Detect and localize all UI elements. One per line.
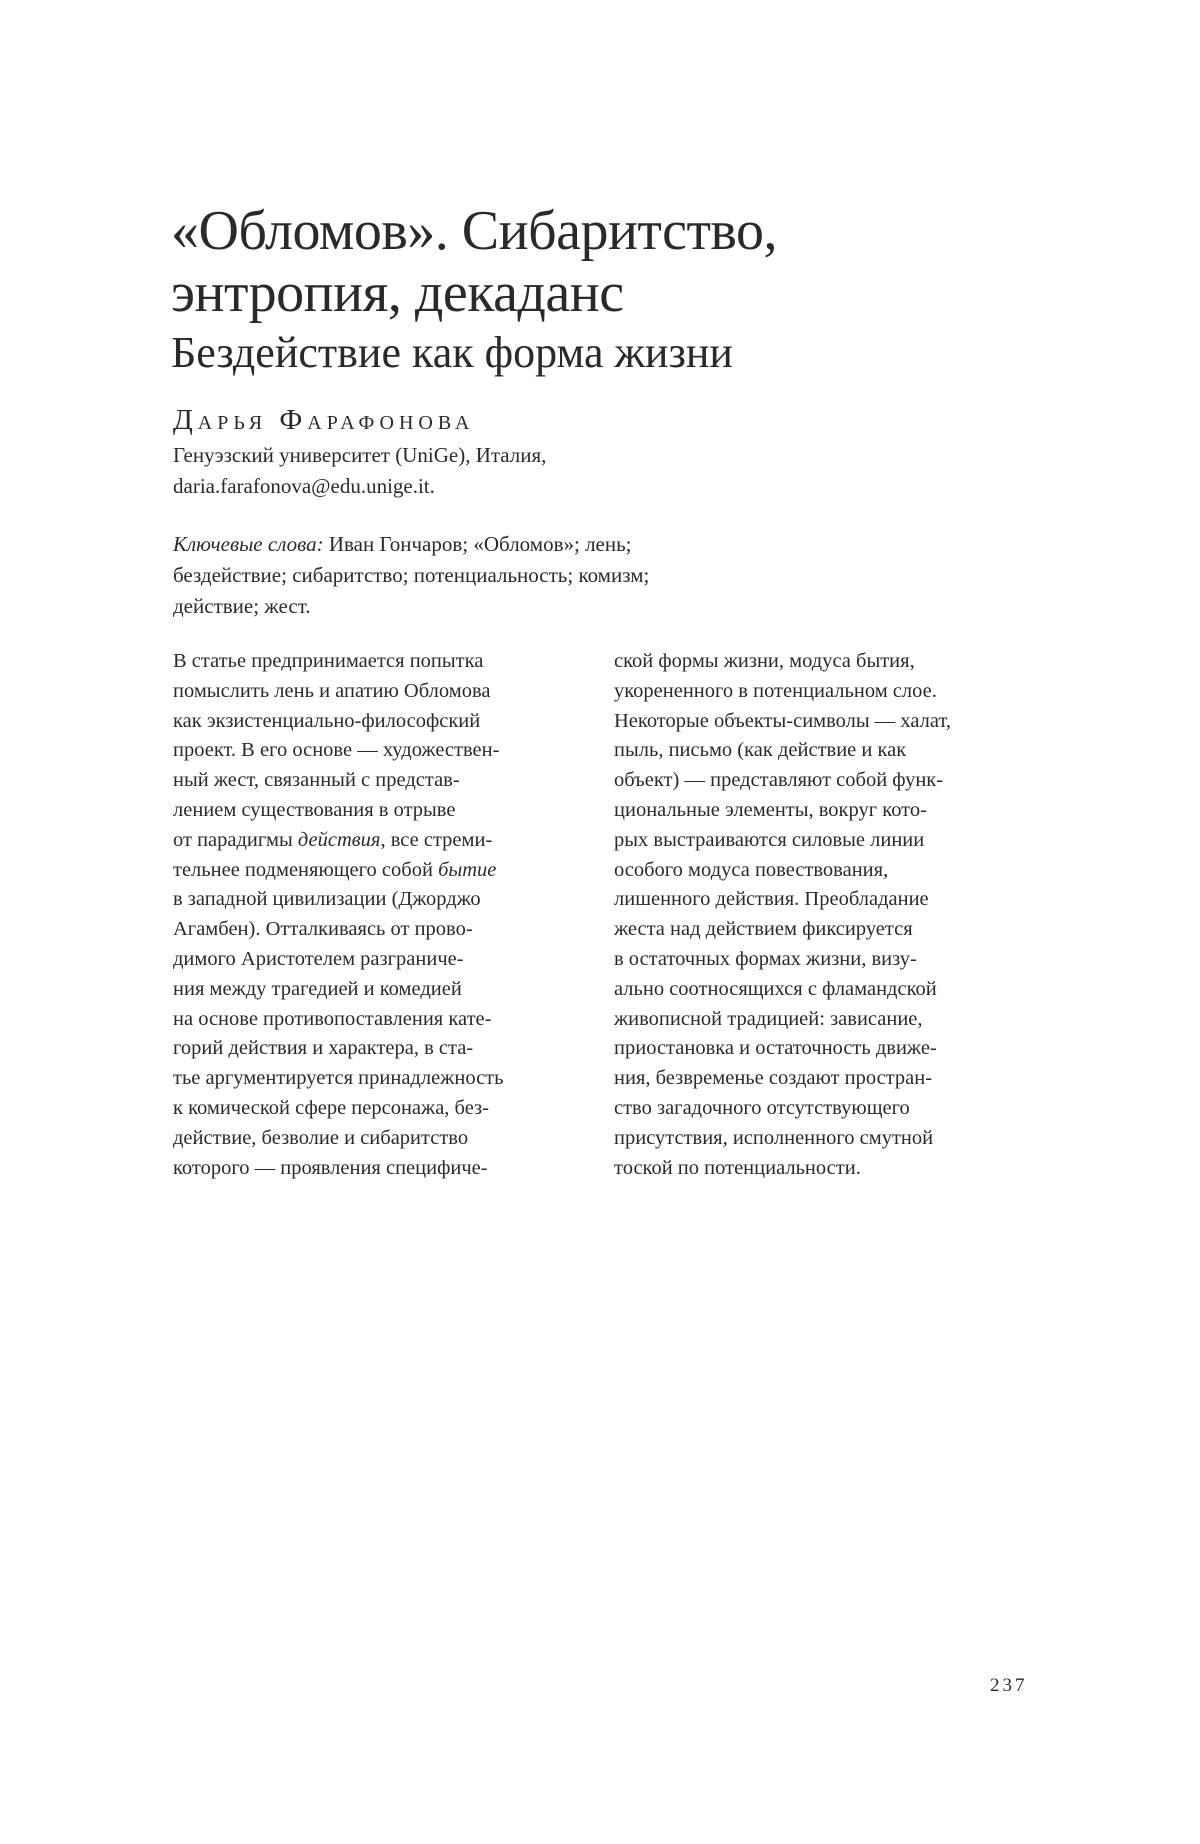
abstract-line: лишенного действия. Преобладание [614,888,929,911]
abstract-emphasis: действия [297,828,381,851]
abstract-column-right [614,647,1034,1183]
abstract-line: Агамбен). Отталкиваясь от прово- [173,918,473,941]
title-line-2: энтропия, декаданс [171,262,624,324]
abstract-line: проект. В его основе — художествен- [173,739,500,762]
abstract-line: пыль, письмо (как действие и как [614,739,907,762]
abstract-line: рых выстраиваются силовые линии [614,828,925,851]
author-name: Дарья Фарафонова [173,404,475,436]
abstract-line [173,826,593,856]
abstract-line: ния между трагедией и комедией [173,977,462,1000]
article-title [171,200,1071,382]
author-email: daria.farafonova@edu.unige.it. [173,474,435,498]
abstract-line: как экзистенциально-философский [173,709,481,732]
abstract-emphasis: бытие [438,858,497,881]
abstract-line: в остаточных формах жизни, визу- [614,947,917,970]
abstract-line: димого Аристотелем разграниче- [173,947,464,970]
author-affiliation-block [173,440,546,502]
abstract-column-left [173,647,593,1183]
title-line-1: «Обломов». Сибаритство, [171,200,777,262]
abstract-line: горий действия и характера, в ста- [173,1037,474,1060]
keywords-line-3: действие; жест. [173,594,311,618]
abstract-line: циональные элементы, вокруг кото- [614,798,927,821]
abstract-line: жеста над действием фиксируется [614,918,913,941]
abstract-line: в западной цивилизации (Джорджо [173,888,481,911]
abstract-line: живописной традицией: зависание, [614,1007,923,1030]
abstract-line: ально соотносящихся с фламандской [614,977,937,1000]
abstract-line: действие, безволие и сибаритство [173,1126,469,1149]
abstract-line: тье аргументируется принадлежность [173,1067,504,1090]
keywords-block [173,529,793,622]
abstract-line: Некоторые объекты-символы — халат, [614,709,952,732]
abstract-line: приостановка и остаточность движе- [614,1037,937,1060]
abstract-line: ный жест, связанный с представ- [173,769,460,792]
abstract-line: присутствия, исполненного смутной [614,1126,934,1149]
abstract-line: к комической сфере персонажа, без- [173,1096,489,1119]
keywords-line-2: бездействие; сибаритство; потенциальность; комизм; [173,563,650,587]
abstract-line: особого модуса повествования, [614,858,889,881]
keywords-text-1: Иван Гончаров; «Обломов»; лень; [323,532,632,556]
abstract-line: ской формы жизни, модуса бытия, [614,650,915,672]
author-affiliation: Генуэзский университет (UniGe), Италия, [173,443,547,467]
abstract-line [173,856,593,886]
abstract-line: В статье предпринимается попытка [173,650,484,672]
abstract-line: которого — проявления специфиче- [173,1156,488,1179]
abstract-text: , все стреми- [380,828,493,851]
abstract-line: помыслить лень и апатию Обломова [173,679,491,702]
abstract-line: ство загадочного отсутствующего [614,1096,910,1119]
abstract-line: укорененного в потенциальном слое. [614,679,937,702]
keywords-line-1 [173,529,793,560]
abstract-line: объект) — представляют собой функ- [614,769,944,792]
keywords-label: Ключевые слова: [173,532,324,556]
abstract-line: тоской по потенциальности. [614,1156,861,1179]
abstract-text: от парадигмы [173,828,298,851]
page-number: 237 [990,1675,1028,1696]
article-subtitle: Бездействие как форма жизни [171,328,733,377]
abstract-line: лением существования в отрыве [173,798,456,821]
abstract-text: тельнее подменяющего собой [173,858,439,881]
abstract-line: ния, безвременье создают простран- [614,1067,933,1090]
abstract-line: на основе противопоставления кате- [173,1007,492,1030]
